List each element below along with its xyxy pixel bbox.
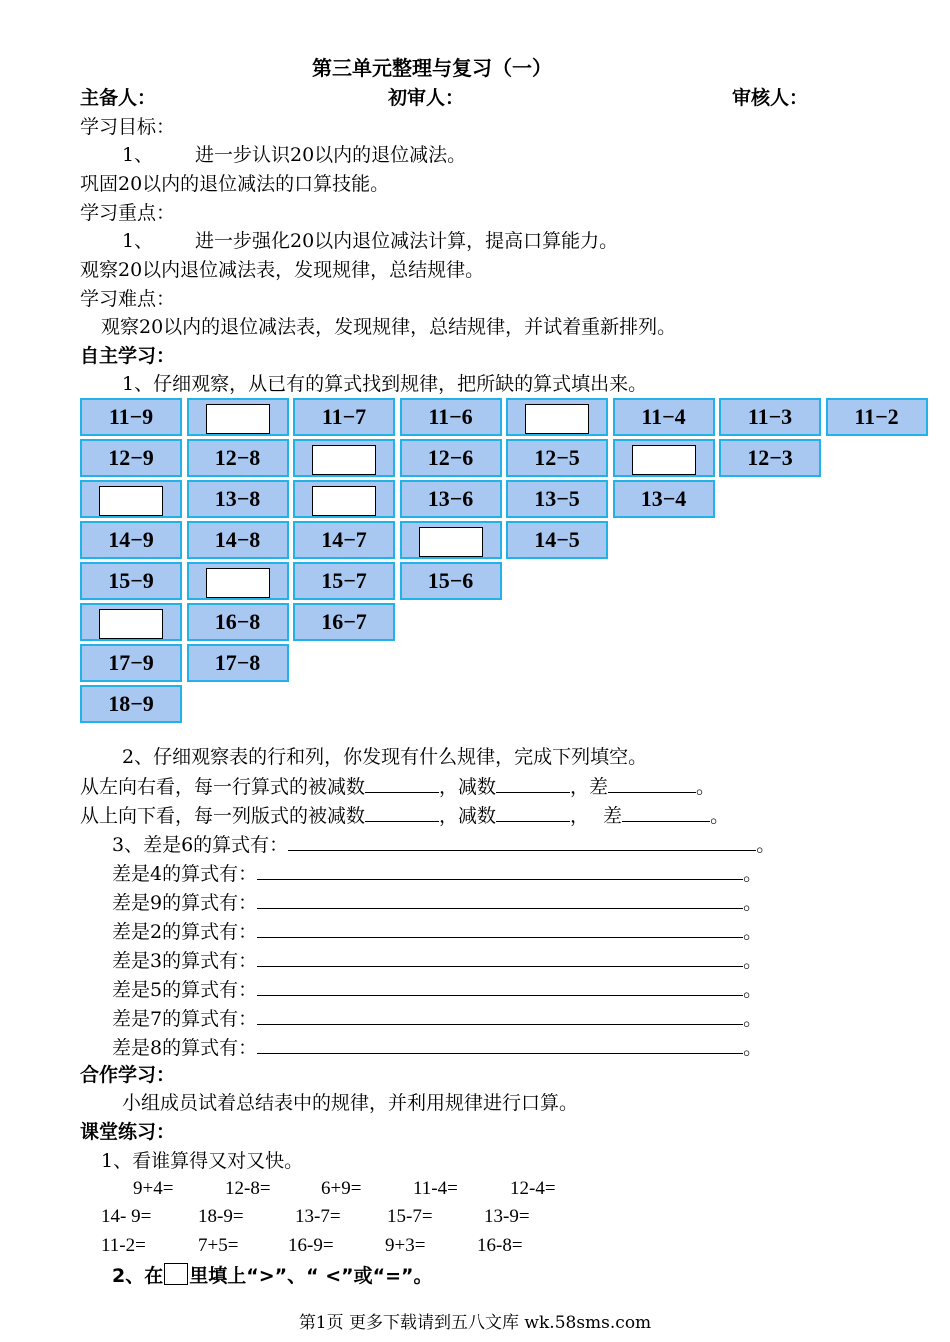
first-reviewer-label: 初审人：	[388, 87, 465, 109]
keypoints-item1-num: 1、	[122, 230, 154, 252]
q3-line	[112, 832, 775, 857]
goals-label: 学习目标：	[80, 116, 176, 138]
table-cell-blank[interactable]	[613, 439, 715, 477]
preparer-label: 主备人：	[80, 87, 157, 109]
table-cell: 13−5	[506, 480, 608, 518]
calc-item: 6+9=	[321, 1178, 362, 1199]
answer-blank[interactable]	[257, 1006, 743, 1025]
goals-item2: 巩固20以内的退位减法的口算技能。	[80, 173, 390, 195]
self-study-q1: 1、仔细观察，从已有的算式找到规律，把所缺的算式填出来。	[122, 373, 648, 395]
answer-blank[interactable]	[257, 890, 743, 909]
table-cell: 18−9	[80, 685, 182, 723]
calc-item: 13-7=	[295, 1206, 341, 1227]
diff-line	[112, 1006, 762, 1031]
answer-box[interactable]	[99, 486, 163, 516]
keypoints-item1-text: 进一步强化20以内退位减法计算，提高口算能力。	[195, 230, 619, 252]
table-cell: 16−8	[187, 603, 289, 641]
blank[interactable]	[496, 803, 570, 822]
reviewer-label: 审核人：	[732, 87, 809, 109]
practice-label: 课堂练习：	[80, 1121, 176, 1143]
period: 。	[743, 1037, 763, 1059]
self-study-q2: 2、仔细观察表的行和列，你发现有什么规律，完成下列填空。	[122, 746, 648, 768]
calc-item: 13-9=	[484, 1206, 530, 1227]
table-cell: 17−9	[80, 644, 182, 682]
answer-box[interactable]	[312, 486, 376, 516]
calc-item: 12-4=	[510, 1178, 556, 1199]
table-cell-blank[interactable]	[293, 439, 395, 477]
answer-box[interactable]	[312, 445, 376, 475]
table-cell-blank[interactable]	[506, 398, 608, 436]
table-cell: 12−5	[506, 439, 608, 477]
table-cell: 17−8	[187, 644, 289, 682]
table-cell: 15−6	[400, 562, 502, 600]
difficulties-label: 学习难点：	[80, 288, 176, 310]
diff-line	[112, 977, 762, 1002]
period: 。	[743, 892, 763, 914]
table-cell: 11−7	[293, 398, 395, 436]
table-cell: 14−7	[293, 521, 395, 559]
page-title: 第三单元整理与复习（一）	[312, 56, 552, 80]
q2-row2-d: 差	[603, 805, 623, 827]
table-cell: 14−8	[187, 521, 289, 559]
q2-row1	[80, 774, 715, 799]
q2-row1-b: ，减数	[439, 776, 497, 798]
q2-row2	[80, 803, 729, 828]
table-cell: 15−9	[80, 562, 182, 600]
calc-item: 11-2=	[101, 1235, 146, 1256]
period: 。	[756, 834, 776, 856]
q2-row1-a: 从左向右看，每一行算式的被减数	[80, 776, 366, 798]
goals-item1-num: 1、	[122, 144, 154, 166]
blank[interactable]	[622, 803, 710, 822]
answer-box[interactable]	[99, 609, 163, 639]
table-cell: 13−8	[187, 480, 289, 518]
diff-label: 差是9的算式有：	[112, 892, 258, 914]
diff-line	[112, 919, 762, 944]
keypoints-label: 学习重点：	[80, 202, 176, 224]
table-cell: 12−6	[400, 439, 502, 477]
answer-box[interactable]	[525, 404, 589, 434]
coop-label: 合作学习：	[80, 1064, 176, 1086]
table-cell: 16−7	[293, 603, 395, 641]
practice-q1: 1、看谁算得又对又快。	[101, 1150, 304, 1172]
period: 。	[743, 921, 763, 943]
diff-label: 差是5的算式有：	[112, 979, 258, 1001]
table-cell: 13−4	[613, 480, 715, 518]
q2-row1-c: ，差	[570, 776, 609, 798]
calc-item: 12-8=	[225, 1178, 271, 1199]
answer-blank[interactable]	[288, 832, 756, 851]
diff-label: 差是7的算式有：	[112, 1008, 258, 1030]
answer-blank[interactable]	[257, 861, 743, 880]
table-cell-blank[interactable]	[187, 398, 289, 436]
q2-row1-d: 。	[696, 776, 716, 798]
table-cell: 12−9	[80, 439, 182, 477]
blank[interactable]	[496, 774, 570, 793]
calc-item: 11-4=	[413, 1178, 458, 1199]
diff-label: 差是8的算式有：	[112, 1037, 258, 1059]
calc-item: 7+5=	[198, 1235, 239, 1256]
table-cell-blank[interactable]	[80, 603, 182, 641]
diff-line	[112, 1035, 762, 1060]
keypoints-item2: 观察20以内退位减法表，发现规律，总结规律。	[80, 259, 485, 281]
calc-item: 9+3=	[385, 1235, 426, 1256]
practice-q2	[112, 1263, 433, 1288]
table-cell: 15−7	[293, 562, 395, 600]
period: 。	[743, 979, 763, 1001]
diff-label: 差是4的算式有：	[112, 863, 258, 885]
table-cell: 13−6	[400, 480, 502, 518]
table-cell: 11−6	[400, 398, 502, 436]
q2-row2-e: 。	[710, 805, 730, 827]
table-cell-blank[interactable]	[293, 480, 395, 518]
self-study-label: 自主学习：	[80, 345, 176, 367]
coop-text: 小组成员试着总结表中的规律，并利用规律进行口算。	[122, 1092, 579, 1114]
blank[interactable]	[608, 774, 696, 793]
calc-item: 16-8=	[477, 1235, 523, 1256]
diff-label: 差是2的算式有：	[112, 921, 258, 943]
calc-item: 16-9=	[288, 1235, 334, 1256]
answer-blank[interactable]	[257, 1035, 743, 1054]
diff-line	[112, 890, 762, 915]
diff-line	[112, 861, 762, 886]
table-cell-blank[interactable]	[400, 521, 502, 559]
q2-row2-a: 从上向下看，每一列版式的被减数	[80, 805, 366, 827]
diff-label: 差是3的算式有：	[112, 950, 258, 972]
practice-q2-a: 2、在	[112, 1265, 164, 1287]
table-cell: 11−4	[613, 398, 715, 436]
answer-box[interactable]	[206, 404, 270, 434]
q2-row2-b: ，减数	[439, 805, 497, 827]
table-cell: 12−8	[187, 439, 289, 477]
period: 。	[743, 1008, 763, 1030]
goals-item1-text: 进一步认识20以内的退位减法。	[195, 144, 467, 166]
answer-blank[interactable]	[257, 977, 743, 996]
answer-blank[interactable]	[257, 919, 743, 938]
calc-item: 15-7=	[387, 1206, 433, 1227]
blank[interactable]	[365, 803, 439, 822]
table-cell: 14−5	[506, 521, 608, 559]
answer-box[interactable]	[419, 527, 483, 557]
answer-box[interactable]	[632, 445, 696, 475]
q2-row2-c: ，	[570, 805, 590, 827]
calc-item: 18-9=	[198, 1206, 244, 1227]
blank[interactable]	[365, 774, 439, 793]
page-footer: 第1页 更多下载请到五八文库 wk.58sms.com	[298, 1313, 652, 1333]
answer-box[interactable]	[164, 1263, 188, 1285]
calc-item: 14- 9=	[101, 1206, 152, 1227]
answer-box[interactable]	[206, 568, 270, 598]
table-cell: 14−9	[80, 521, 182, 559]
period: 。	[743, 863, 763, 885]
table-cell: 11−9	[80, 398, 182, 436]
table-cell-blank[interactable]	[187, 562, 289, 600]
table-cell: 11−3	[719, 398, 821, 436]
table-cell-blank[interactable]	[80, 480, 182, 518]
period: 。	[743, 950, 763, 972]
difficulties-text: 观察20以内的退位减法表，发现规律，总结规律，并试着重新排列。	[101, 316, 677, 338]
table-cell: 12−3	[719, 439, 821, 477]
answer-blank[interactable]	[257, 948, 743, 967]
calc-item: 9+4=	[133, 1178, 174, 1199]
diff-line	[112, 948, 762, 973]
table-cell: 11−2	[826, 398, 928, 436]
practice-q2-b: 里填上“>”、“ <”或“=”。	[189, 1265, 433, 1287]
q3-label: 3、差是6的算式有：	[112, 834, 289, 856]
